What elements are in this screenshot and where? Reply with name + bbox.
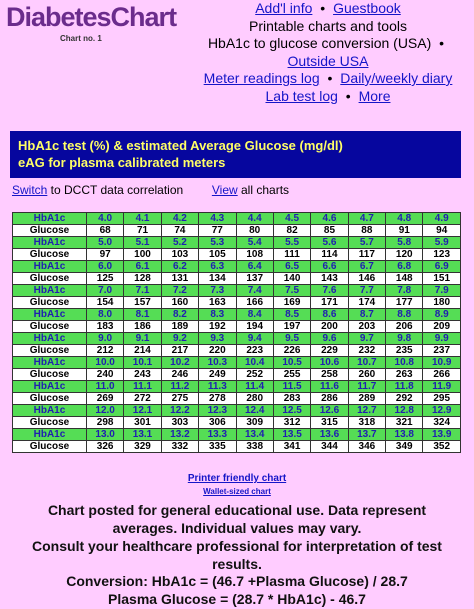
hba-cell: 6.6 — [311, 261, 348, 273]
glucose-cell: 298 — [86, 417, 123, 429]
glucose-cell: 194 — [236, 321, 273, 333]
hba-cell: 10.5 — [273, 357, 310, 369]
row-label-glucose: Glucose — [13, 273, 87, 285]
glucose-cell: 280 — [236, 393, 273, 405]
hba-cell: 11.6 — [311, 381, 348, 393]
hba-cell: 7.8 — [386, 285, 423, 297]
meter-log-link[interactable]: Meter readings log — [203, 70, 320, 86]
hba-cell: 11.9 — [423, 381, 461, 393]
top-navigation — [186, 0, 470, 105]
glucose-cell: 252 — [236, 369, 273, 381]
hba-cell: 4.2 — [161, 213, 198, 225]
glucose-cell: 212 — [86, 345, 123, 357]
row-label-hba: HbA1c — [13, 309, 87, 321]
glucose-cell: 174 — [348, 297, 385, 309]
hba-cell: 8.8 — [386, 309, 423, 321]
daily-diary-link[interactable]: Daily/weekly diary — [340, 70, 453, 86]
hba-cell: 12.1 — [124, 405, 161, 417]
hba-cell: 5.7 — [348, 237, 385, 249]
hba-cell: 13.6 — [311, 429, 348, 441]
glucose-cell: 332 — [161, 441, 198, 453]
hba-cell: 11.8 — [386, 381, 423, 393]
hba-cell: 12.7 — [348, 405, 385, 417]
hba-cell: 8.6 — [311, 309, 348, 321]
glucose-cell: 260 — [348, 369, 385, 381]
hba-cell: 11.1 — [124, 381, 161, 393]
table-row-hba — [13, 333, 461, 345]
addl-info-link[interactable]: Add'l info — [255, 0, 313, 16]
glucose-cell: 352 — [423, 441, 461, 453]
glucose-cell: 229 — [311, 345, 348, 357]
glucose-cell: 295 — [423, 393, 461, 405]
table-row-hba — [13, 405, 461, 417]
glucose-cell: 169 — [273, 297, 310, 309]
switch-text: to DCCT data correlation — [47, 183, 184, 197]
more-link[interactable]: More — [358, 87, 391, 104]
site-logo[interactable] — [6, 2, 177, 43]
row-label-glucose: Glucose — [13, 369, 87, 381]
hba-cell: 5.1 — [124, 237, 161, 249]
table-row-hba — [13, 309, 461, 321]
table-row-glucose — [13, 249, 461, 261]
view-link[interactable]: View — [211, 183, 238, 197]
hba-cell: 6.3 — [199, 261, 236, 273]
glucose-cell: 269 — [86, 393, 123, 405]
glucose-cell: 143 — [311, 273, 348, 285]
conversion-usa-label: HbA1c to glucose conversion (USA) — [207, 35, 432, 51]
row-label-hba: HbA1c — [13, 405, 87, 417]
row-label-hba: HbA1c — [13, 285, 87, 297]
hba-cell: 9.8 — [386, 333, 423, 345]
disclaimer-line-2: Consult your healthcare professional for interpretation of test results. — [32, 538, 442, 572]
hba-cell: 7.1 — [124, 285, 161, 297]
glucose-cell: 283 — [273, 393, 310, 405]
hba-cell: 7.7 — [348, 285, 385, 297]
glucose-cell: 217 — [161, 345, 198, 357]
glucose-cell: 289 — [348, 393, 385, 405]
hba-cell: 5.2 — [161, 237, 198, 249]
glucose-cell: 85 — [311, 225, 348, 237]
glucose-cell: 134 — [199, 273, 236, 285]
glucose-cell: 94 — [423, 225, 461, 237]
hba-cell: 12.5 — [273, 405, 310, 417]
hba-cell: 6.8 — [386, 261, 423, 273]
hba-cell: 10.2 — [161, 357, 198, 369]
glucose-cell: 148 — [386, 273, 423, 285]
nav-tagline: Printable charts and tools — [249, 17, 407, 34]
hba-cell: 5.5 — [273, 237, 310, 249]
table-row-glucose — [13, 393, 461, 405]
table-row-hba — [13, 429, 461, 441]
conversion-formula: Conversion: HbA1c = (46.7 +Plasma Glucose) / 28.7 — [66, 573, 408, 589]
table-row-glucose — [13, 345, 461, 357]
hba-cell: 10.1 — [124, 357, 161, 369]
hba-cell: 9.0 — [86, 333, 123, 345]
glucose-cell: 338 — [236, 441, 273, 453]
glucose-cell: 344 — [311, 441, 348, 453]
glucose-cell: 125 — [86, 273, 123, 285]
row-label-glucose: Glucose — [13, 393, 87, 405]
hba-cell: 12.6 — [311, 405, 348, 417]
glucose-cell: 117 — [348, 249, 385, 261]
glucose-cell: 255 — [273, 369, 310, 381]
hba-cell: 8.5 — [273, 309, 310, 321]
glucose-cell: 189 — [161, 321, 198, 333]
glucose-cell: 97 — [86, 249, 123, 261]
table-row-hba — [13, 237, 461, 249]
glucose-cell: 131 — [161, 273, 198, 285]
hba-cell: 9.2 — [161, 333, 198, 345]
hba-cell: 5.4 — [236, 237, 273, 249]
hba-cell: 4.1 — [124, 213, 161, 225]
glucose-cell: 324 — [423, 417, 461, 429]
hba-cell: 8.1 — [124, 309, 161, 321]
glucose-cell: 335 — [199, 441, 236, 453]
hba-cell: 12.3 — [199, 405, 236, 417]
table-row-hba — [13, 261, 461, 273]
glucose-cell: 180 — [423, 297, 461, 309]
hba-cell: 8.3 — [199, 309, 236, 321]
hba-cell: 6.4 — [236, 261, 273, 273]
glucose-cell: 166 — [236, 297, 273, 309]
hba-cell: 12.9 — [423, 405, 461, 417]
hba-cell: 10.3 — [199, 357, 236, 369]
hba-cell: 11.0 — [86, 381, 123, 393]
glucose-cell: 223 — [236, 345, 273, 357]
table-row-glucose — [13, 297, 461, 309]
hba-cell: 7.3 — [199, 285, 236, 297]
switch-link[interactable]: Switch — [12, 183, 48, 197]
hba-cell: 7.0 — [86, 285, 123, 297]
hba-cell: 13.2 — [161, 429, 198, 441]
glucose-cell: 206 — [386, 321, 423, 333]
hba-cell: 10.4 — [236, 357, 273, 369]
glucose-cell: 278 — [199, 393, 236, 405]
printer-friendly-link[interactable]: Printer friendly chart — [187, 473, 287, 484]
hba-cell: 13.1 — [124, 429, 161, 441]
conversion-table — [12, 212, 461, 453]
glucose-cell: 108 — [236, 249, 273, 261]
hba-cell: 12.0 — [86, 405, 123, 417]
glucose-cell: 312 — [273, 417, 310, 429]
logo-title: DiabetesChart — [6, 2, 177, 32]
table-row-hba — [13, 213, 461, 225]
glucose-cell: 315 — [311, 417, 348, 429]
hba-cell: 13.7 — [348, 429, 385, 441]
hba-cell: 5.9 — [423, 237, 461, 249]
glucose-cell: 226 — [273, 345, 310, 357]
hba-cell: 4.5 — [273, 213, 310, 225]
hba-cell: 5.0 — [86, 237, 123, 249]
table-row-hba — [13, 285, 461, 297]
hba-cell: 7.5 — [273, 285, 310, 297]
glucose-cell: 243 — [124, 369, 161, 381]
glucose-cell: 203 — [348, 321, 385, 333]
hba-cell: 10.0 — [86, 357, 123, 369]
view-text: all charts — [237, 183, 290, 197]
glucose-cell: 235 — [386, 345, 423, 357]
glucose-cell: 272 — [124, 393, 161, 405]
hba-cell: 9.4 — [236, 333, 273, 345]
glucose-cell: 140 — [273, 273, 310, 285]
glucose-cell: 192 — [199, 321, 236, 333]
hba-cell: 6.5 — [273, 261, 310, 273]
hba-cell: 5.8 — [386, 237, 423, 249]
hba-cell: 8.9 — [423, 309, 461, 321]
hba-cell: 6.9 — [423, 261, 461, 273]
hba-cell: 4.9 — [423, 213, 461, 225]
glucose-cell: 214 — [124, 345, 161, 357]
glucose-cell: 160 — [161, 297, 198, 309]
glucose-cell: 137 — [236, 273, 273, 285]
nav-bullet: • — [327, 70, 333, 86]
row-label-glucose: Glucose — [13, 225, 87, 237]
hba-cell: 11.7 — [348, 381, 385, 393]
glucose-cell: 154 — [86, 297, 123, 309]
hba-cell: 8.7 — [348, 309, 385, 321]
row-label-hba: HbA1c — [13, 333, 87, 345]
hba-cell: 12.8 — [386, 405, 423, 417]
hba-cell: 8.0 — [86, 309, 123, 321]
glucose-cell: 163 — [199, 297, 236, 309]
glucose-cell: 128 — [124, 273, 161, 285]
glucose-cell: 321 — [386, 417, 423, 429]
table-row-hba — [13, 381, 461, 393]
glucose-cell: 326 — [86, 441, 123, 453]
guestbook-link[interactable]: Guestbook — [333, 0, 401, 16]
glucose-cell: 349 — [386, 441, 423, 453]
outside-usa-link[interactable]: Outside USA — [287, 52, 369, 69]
hba-cell: 10.7 — [348, 357, 385, 369]
table-row-glucose — [13, 273, 461, 285]
glucose-cell: 151 — [423, 273, 461, 285]
hba-cell: 13.4 — [236, 429, 273, 441]
glucose-cell: 123 — [423, 249, 461, 261]
glucose-cell: 286 — [311, 393, 348, 405]
plasma-formula: Plasma Glucose = (28.7 * HbA1c) - 46.7 — [108, 591, 366, 607]
glucose-cell: 232 — [348, 345, 385, 357]
glucose-cell: 103 — [161, 249, 198, 261]
hba-cell: 4.4 — [236, 213, 273, 225]
hba-cell: 12.4 — [236, 405, 273, 417]
hba-cell: 5.6 — [311, 237, 348, 249]
glucose-cell: 292 — [386, 393, 423, 405]
glucose-cell: 263 — [386, 369, 423, 381]
glucose-cell: 77 — [199, 225, 236, 237]
glucose-cell: 209 — [423, 321, 461, 333]
table-row-glucose — [13, 225, 461, 237]
hba-cell: 4.7 — [348, 213, 385, 225]
glucose-cell: 105 — [199, 249, 236, 261]
hba-cell: 10.8 — [386, 357, 423, 369]
glucose-cell: 197 — [273, 321, 310, 333]
glucose-cell: 249 — [199, 369, 236, 381]
glucose-cell: 306 — [199, 417, 236, 429]
glucose-cell: 114 — [311, 249, 348, 261]
row-label-hba: HbA1c — [13, 381, 87, 393]
glucose-cell: 171 — [311, 297, 348, 309]
hba-cell: 11.3 — [199, 381, 236, 393]
glucose-cell: 341 — [273, 441, 310, 453]
hba-cell: 8.4 — [236, 309, 273, 321]
glucose-cell: 177 — [386, 297, 423, 309]
glucose-cell: 237 — [423, 345, 461, 357]
hba-cell: 9.6 — [311, 333, 348, 345]
row-label-hba: HbA1c — [13, 261, 87, 273]
hba-cell: 7.6 — [311, 285, 348, 297]
hba-cell: 13.0 — [86, 429, 123, 441]
glucose-cell: 301 — [124, 417, 161, 429]
glucose-cell: 275 — [161, 393, 198, 405]
glucose-cell: 74 — [161, 225, 198, 237]
hba-cell: 4.8 — [386, 213, 423, 225]
row-label-glucose: Glucose — [13, 441, 87, 453]
disclaimer — [20, 501, 454, 573]
hba-cell: 13.5 — [273, 429, 310, 441]
table-row-glucose — [13, 441, 461, 453]
row-label-glucose: Glucose — [13, 321, 87, 333]
glucose-cell: 186 — [124, 321, 161, 333]
row-label-glucose: Glucose — [13, 297, 87, 309]
hba-cell: 11.5 — [273, 381, 310, 393]
glucose-cell: 329 — [124, 441, 161, 453]
hba-cell: 10.6 — [311, 357, 348, 369]
glucose-cell: 200 — [311, 321, 348, 333]
hba-cell: 10.9 — [423, 357, 461, 369]
hba-cell: 13.9 — [423, 429, 461, 441]
hba-cell: 6.7 — [348, 261, 385, 273]
nav-bullet: • — [345, 87, 351, 104]
glucose-cell: 68 — [86, 225, 123, 237]
hba-cell: 7.2 — [161, 285, 198, 297]
hba-cell: 6.2 — [161, 261, 198, 273]
row-label-hba: HbA1c — [13, 237, 87, 249]
glucose-cell: 80 — [236, 225, 273, 237]
glucose-cell: 120 — [386, 249, 423, 261]
row-label-hba: HbA1c — [13, 357, 87, 369]
glucose-cell: 266 — [423, 369, 461, 381]
hba-cell: 9.7 — [348, 333, 385, 345]
hba-cell: 9.5 — [273, 333, 310, 345]
hba-cell: 11.2 — [161, 381, 198, 393]
glucose-cell: 111 — [273, 249, 310, 261]
table-row-glucose — [13, 321, 461, 333]
chart-banner — [10, 131, 461, 178]
hba-cell: 5.3 — [199, 237, 236, 249]
row-label-glucose: Glucose — [13, 249, 87, 261]
chart-number: Chart no. 1 — [60, 34, 102, 43]
row-label-hba: HbA1c — [13, 429, 87, 441]
glucose-cell: 82 — [273, 225, 310, 237]
row-label-hba: HbA1c — [13, 213, 87, 225]
table-row-glucose — [13, 369, 461, 381]
hba-cell: 4.3 — [199, 213, 236, 225]
disclaimer-line-1: Chart posted for general educational use. Data represent averages. Individual values may vary. — [47, 502, 427, 536]
hba-cell: 4.0 — [86, 213, 123, 225]
glucose-cell: 309 — [236, 417, 273, 429]
glucose-cell: 346 — [348, 441, 385, 453]
lab-log-link[interactable]: Lab test log — [265, 87, 338, 104]
glucose-cell: 157 — [124, 297, 161, 309]
glucose-cell: 258 — [311, 369, 348, 381]
row-label-glucose: Glucose — [13, 417, 87, 429]
banner-title: HbA1c test (%) & estimated Average Glucose (mg/dl) — [18, 138, 343, 153]
hba-cell: 9.9 — [423, 333, 461, 345]
hba-cell: 4.6 — [311, 213, 348, 225]
glucose-cell: 91 — [386, 225, 423, 237]
glucose-cell: 71 — [124, 225, 161, 237]
hba-cell: 11.4 — [236, 381, 273, 393]
hba-cell: 6.0 — [86, 261, 123, 273]
glucose-cell: 303 — [161, 417, 198, 429]
wallet-chart-link[interactable]: Wallet-sized chart — [203, 487, 271, 496]
hba-cell: 7.9 — [423, 285, 461, 297]
nav-bullet: • — [439, 35, 445, 51]
hba-cell: 13.3 — [199, 429, 236, 441]
hba-cell: 6.1 — [124, 261, 161, 273]
hba-cell: 7.4 — [236, 285, 273, 297]
glucose-cell: 88 — [348, 225, 385, 237]
row-label-glucose: Glucose — [13, 345, 87, 357]
glucose-cell: 183 — [86, 321, 123, 333]
hba-cell: 9.3 — [199, 333, 236, 345]
hba-cell: 12.2 — [161, 405, 198, 417]
table-row-hba — [13, 357, 461, 369]
hba-cell: 9.1 — [124, 333, 161, 345]
glucose-cell: 220 — [199, 345, 236, 357]
hba-cell: 13.8 — [386, 429, 423, 441]
banner-subtitle: eAG for plasma calibrated meters — [18, 155, 226, 170]
hba-cell: 8.2 — [161, 309, 198, 321]
glucose-cell: 240 — [86, 369, 123, 381]
chart-links — [12, 183, 289, 197]
glucose-cell: 146 — [348, 273, 385, 285]
glucose-cell: 318 — [348, 417, 385, 429]
table-row-glucose — [13, 417, 461, 429]
nav-bullet: • — [320, 0, 326, 16]
glucose-cell: 100 — [124, 249, 161, 261]
glucose-cell: 246 — [161, 369, 198, 381]
